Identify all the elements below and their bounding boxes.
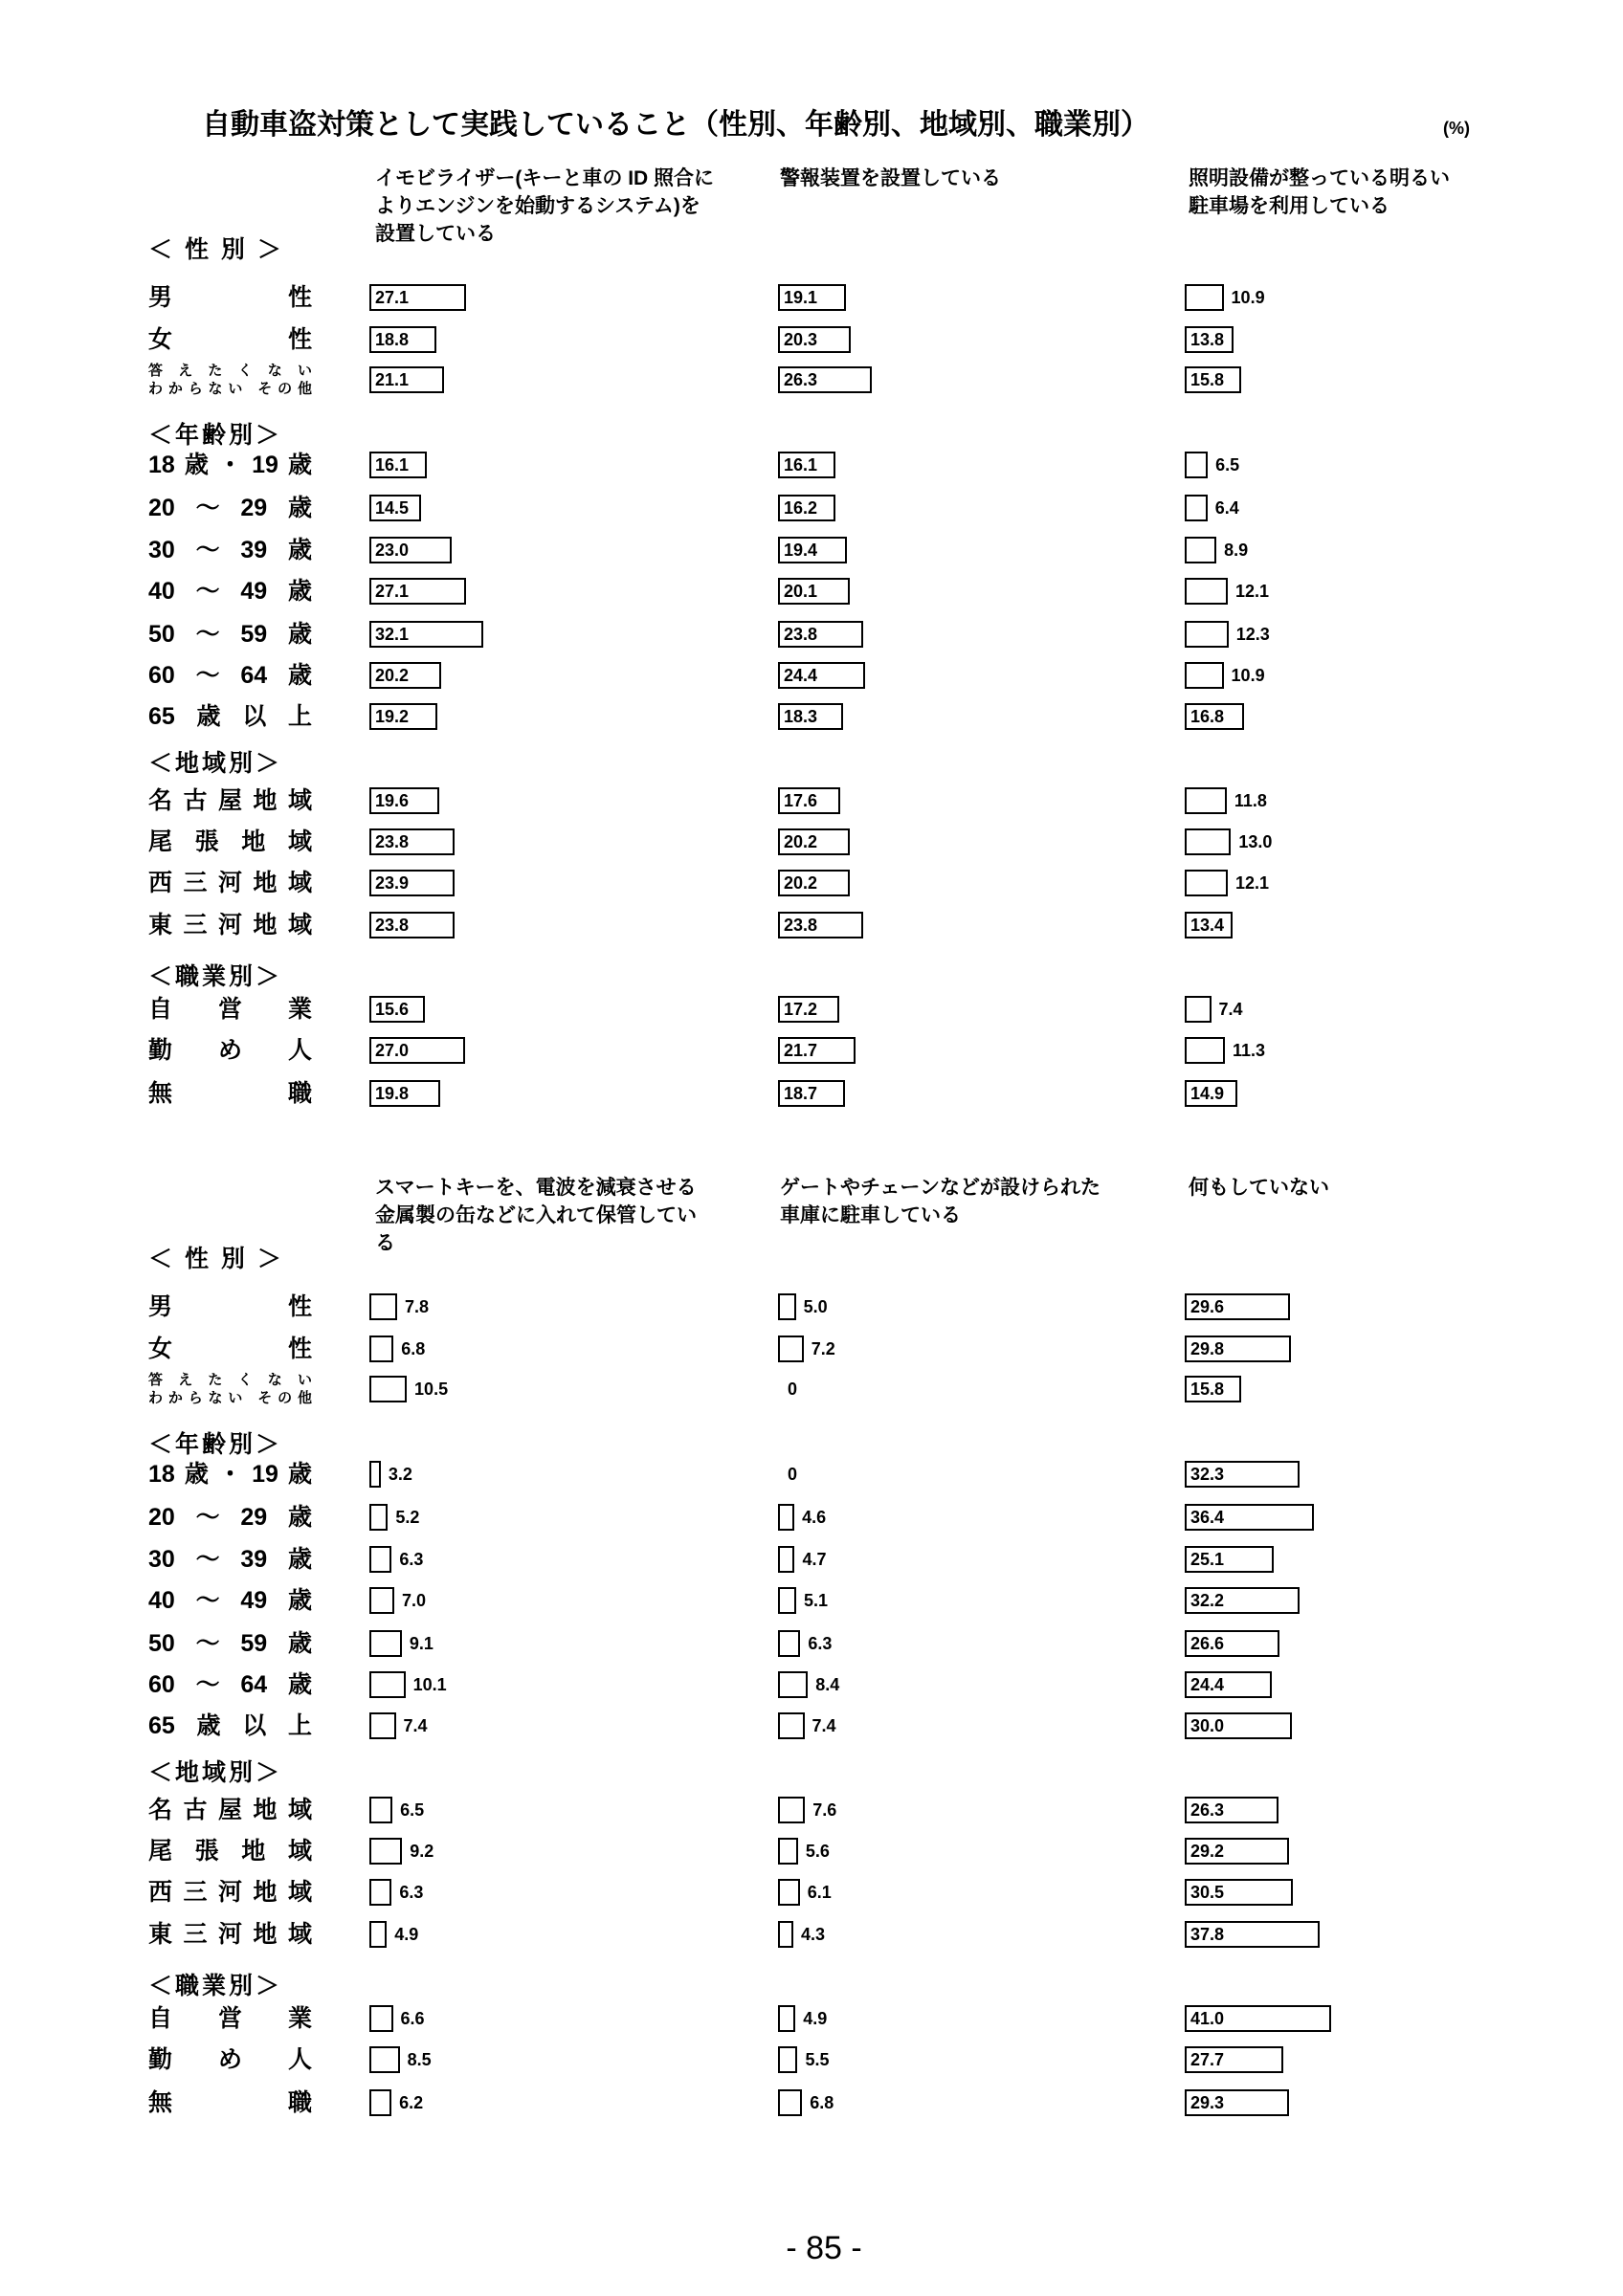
category-label: 無職 (148, 2089, 312, 2116)
value-label: 8.5 (407, 2050, 432, 2069)
value-label: 13.4 (1190, 916, 1225, 935)
value-label: 10.9 (1231, 288, 1265, 307)
value-label: 27.1 (375, 288, 410, 307)
value-label: 4.7 (802, 1550, 827, 1569)
value-label: 7.6 (812, 1800, 837, 1820)
value-label: 6.6 (400, 2009, 425, 2028)
category-label: 40～49歳 (148, 1587, 312, 1614)
bar (369, 2005, 393, 2032)
value-label: 15.6 (375, 1000, 410, 1019)
chart-title: 自動車盗対策として実践していること（性別、年齢別、地域別、職業別） (202, 109, 1149, 141)
bar (778, 1546, 794, 1573)
value-label: 5.0 (803, 1297, 828, 1316)
value-label: 24.4 (1190, 1675, 1225, 1694)
value-label: 9.2 (410, 1842, 434, 1861)
group-label: ＜年齢別＞ (148, 1431, 283, 1458)
value-label: 19.8 (375, 1084, 410, 1103)
value-label: 16.1 (375, 455, 410, 475)
category-label: 答えたくない わからない その他 (148, 363, 312, 397)
column-header: 何もしていない (1189, 1177, 1329, 1199)
category-label: 男性 (148, 1293, 312, 1320)
column-header: 警報装置を設置している (780, 167, 1001, 189)
bar (1185, 495, 1208, 521)
bar (1185, 870, 1228, 896)
bar (1185, 996, 1212, 1023)
value-label: 6.3 (808, 1634, 833, 1653)
group-label: ＜地域別＞ (148, 750, 283, 777)
value-label: 4.6 (802, 1508, 827, 1527)
value-label: 5.6 (805, 1842, 830, 1861)
value-label: 6.1 (807, 1883, 832, 1902)
value-label: 16.2 (784, 498, 818, 518)
bar (778, 2089, 802, 2116)
value-label: 20.3 (784, 330, 818, 349)
category-label: 50～59歳 (148, 1630, 312, 1657)
value-label: 19.2 (375, 707, 410, 726)
bar (778, 2005, 795, 2032)
bar (1185, 578, 1228, 605)
bar (369, 1461, 381, 1488)
bar (778, 1671, 808, 1698)
column-header: イモビライザー(キーと車の ID 照合に よりエンジンを始動するシステム)を 設置している (375, 167, 715, 245)
bar (1185, 284, 1224, 311)
category-label: 名古屋地域 (148, 1797, 312, 1823)
value-label: 5.2 (395, 1508, 420, 1527)
value-label: 27.0 (375, 1041, 410, 1060)
category-label: 女性 (148, 1336, 312, 1362)
value-label: 13.8 (1190, 330, 1225, 349)
category-label: 女性 (148, 326, 312, 353)
bar (778, 1797, 805, 1823)
value-label: 29.2 (1190, 1842, 1225, 1861)
value-label: 23.8 (784, 916, 818, 935)
value-label: 20.2 (375, 666, 410, 685)
bar (778, 1921, 793, 1948)
bar (369, 1671, 406, 1698)
bar (778, 1504, 794, 1531)
bar (778, 1712, 805, 1739)
value-label: 23.8 (375, 916, 410, 935)
category-label: 東三河地域 (148, 912, 312, 938)
value-label: 27.1 (375, 582, 410, 601)
bar (369, 1838, 402, 1865)
value-label: 14.5 (375, 498, 410, 518)
column-header: 照明設備が整っている明るい 駐車場を利用している (1189, 167, 1450, 217)
category-label: 西三河地域 (148, 870, 312, 896)
category-label: 60～64歳 (148, 1671, 312, 1698)
value-label: 11.3 (1233, 1041, 1266, 1060)
value-label: 41.0 (1190, 2009, 1225, 2028)
bar (369, 1797, 392, 1823)
value-label: 26.3 (1190, 1800, 1225, 1820)
value-label: 12.1 (1235, 873, 1270, 893)
value-label: 19.1 (784, 288, 818, 307)
bar (1185, 662, 1224, 689)
category-label: 勤め人 (148, 2046, 312, 2073)
value-label: 6.3 (399, 1883, 424, 1902)
value-label: 21.7 (784, 1041, 818, 1060)
value-label: 6.5 (400, 1800, 425, 1820)
bar (778, 2046, 797, 2073)
bar (778, 1630, 800, 1657)
value-label: 23.0 (375, 541, 410, 560)
category-label: 名古屋地域 (148, 787, 312, 814)
category-label: 50～59歳 (148, 621, 312, 648)
value-label: 32.3 (1190, 1465, 1225, 1484)
bar (369, 1376, 407, 1402)
value-label: 26.3 (784, 370, 818, 389)
bar (778, 1879, 800, 1906)
bar (369, 1921, 387, 1948)
group-label: ＜職業別＞ (148, 963, 283, 990)
bar (1185, 452, 1208, 478)
column-header: スマートキーを、電波を減衰させる 金属製の缶などに入れて保管してい る (375, 1177, 697, 1254)
bar (778, 1336, 804, 1362)
value-label: 20.1 (784, 582, 818, 601)
category-label: 自営業 (148, 996, 312, 1023)
bar (1185, 1037, 1225, 1064)
category-label: 30～39歳 (148, 537, 312, 563)
bar (369, 1504, 388, 1531)
bar (778, 1838, 798, 1865)
bar (778, 1293, 796, 1320)
value-label: 16.8 (1190, 707, 1225, 726)
category-label: 18歳・19歳 (148, 452, 312, 478)
group-label: ＜職業別＞ (148, 1973, 283, 1999)
value-label: 15.8 (1190, 1380, 1225, 1399)
group-label: ＜地域別＞ (148, 1759, 283, 1786)
category-label: 65歳以上 (148, 703, 312, 730)
bar (369, 1546, 391, 1573)
value-label: 30.5 (1190, 1883, 1225, 1902)
value-label: 19.6 (375, 791, 410, 810)
value-label: 4.9 (803, 2009, 828, 2028)
bar (369, 2046, 400, 2073)
unit-label: (%) (1443, 119, 1470, 138)
value-label: 7.4 (403, 1716, 428, 1735)
bar (1185, 828, 1231, 855)
column-header: ゲートやチェーンなどが設けられた 車庫に駐車している (780, 1177, 1101, 1226)
category-label: 答えたくない わからない その他 (148, 1372, 312, 1406)
category-label: 尾張地域 (148, 1838, 312, 1865)
category-label: 60～64歳 (148, 662, 312, 689)
bar (369, 1587, 394, 1614)
value-label: 6.8 (810, 2093, 834, 2112)
category-label: 65歳以上 (148, 1712, 312, 1739)
value-label: 29.6 (1190, 1297, 1225, 1316)
bar (369, 1293, 397, 1320)
category-label: 無職 (148, 1080, 312, 1107)
value-label: 3.2 (388, 1465, 412, 1484)
value-label: 16.1 (784, 455, 818, 475)
value-label: 7.2 (811, 1339, 835, 1358)
value-label: 19.4 (784, 541, 818, 560)
value-label: 25.1 (1190, 1550, 1225, 1569)
bar (369, 1879, 391, 1906)
category-label: 自営業 (148, 2005, 312, 2032)
value-label: 7.4 (1218, 1000, 1243, 1019)
value-label: 37.8 (1190, 1925, 1225, 1944)
value-label: 29.8 (1190, 1339, 1225, 1358)
value-label: 5.5 (805, 2050, 830, 2069)
value-label: 24.4 (784, 666, 818, 685)
bar (1185, 621, 1229, 648)
value-label: 10.5 (414, 1380, 449, 1399)
value-label: 5.1 (803, 1591, 828, 1610)
value-label: 12.1 (1235, 582, 1270, 601)
value-label: 0 (788, 1465, 798, 1484)
value-label: 18.3 (784, 707, 818, 726)
category-label: 東三河地域 (148, 1921, 312, 1948)
category-label: 18歳・19歳 (148, 1461, 312, 1488)
value-label: 6.2 (399, 2093, 424, 2112)
bar (369, 1712, 396, 1739)
value-label: 8.9 (1224, 541, 1249, 560)
value-label: 23.8 (784, 625, 818, 644)
value-label: 30.0 (1190, 1716, 1225, 1735)
category-label: 西三河地域 (148, 1879, 312, 1906)
bar (1185, 537, 1216, 563)
bar (369, 2089, 391, 2116)
value-label: 13.0 (1238, 832, 1273, 851)
value-label: 23.8 (375, 832, 410, 851)
bar (369, 1336, 393, 1362)
value-label: 8.4 (815, 1675, 840, 1694)
category-label: 40～49歳 (148, 578, 312, 605)
category-label: 20～29歳 (148, 495, 312, 521)
value-label: 21.1 (375, 370, 410, 389)
value-label: 18.7 (784, 1084, 818, 1103)
value-label: 32.2 (1190, 1591, 1225, 1610)
group-label: ＜ 性 別 ＞ (148, 1246, 284, 1272)
group-label: ＜ 性 別 ＞ (148, 236, 284, 263)
value-label: 4.9 (394, 1925, 419, 1944)
group-label: ＜年齢別＞ (148, 422, 283, 449)
value-label: 6.3 (399, 1550, 424, 1569)
value-label: 6.5 (1215, 455, 1240, 475)
category-label: 男性 (148, 284, 312, 311)
value-label: 32.1 (375, 625, 410, 644)
value-label: 12.3 (1235, 625, 1270, 644)
value-label: 36.4 (1190, 1508, 1225, 1527)
value-label: 26.6 (1190, 1634, 1225, 1653)
value-label: 27.7 (1190, 2050, 1225, 2069)
value-label: 20.2 (784, 832, 818, 851)
category-label: 20～29歳 (148, 1504, 312, 1531)
value-label: 10.9 (1231, 666, 1265, 685)
bar (778, 1587, 796, 1614)
category-label: 30～39歳 (148, 1546, 312, 1573)
category-label: 勤め人 (148, 1037, 312, 1064)
value-label: 18.8 (375, 330, 410, 349)
value-label: 0 (788, 1380, 798, 1399)
value-label: 29.3 (1190, 2093, 1225, 2112)
page-number: - 85 - (786, 2230, 862, 2266)
bar (369, 1630, 402, 1657)
value-label: 23.9 (375, 873, 410, 893)
value-label: 7.0 (402, 1591, 427, 1610)
value-label: 7.4 (812, 1716, 836, 1735)
value-label: 7.8 (405, 1297, 430, 1316)
value-label: 9.1 (409, 1634, 434, 1653)
value-label: 17.2 (784, 1000, 818, 1019)
value-label: 20.2 (784, 873, 818, 893)
value-label: 6.4 (1214, 498, 1239, 518)
value-label: 15.8 (1190, 370, 1225, 389)
value-label: 14.9 (1190, 1084, 1225, 1103)
category-label: 尾張地域 (148, 828, 312, 855)
value-label: 17.6 (784, 791, 818, 810)
value-label: 4.3 (800, 1925, 826, 1944)
value-label: 11.8 (1234, 791, 1267, 810)
value-label: 6.8 (401, 1339, 426, 1358)
value-label: 10.1 (412, 1675, 447, 1694)
bar (1185, 787, 1227, 814)
